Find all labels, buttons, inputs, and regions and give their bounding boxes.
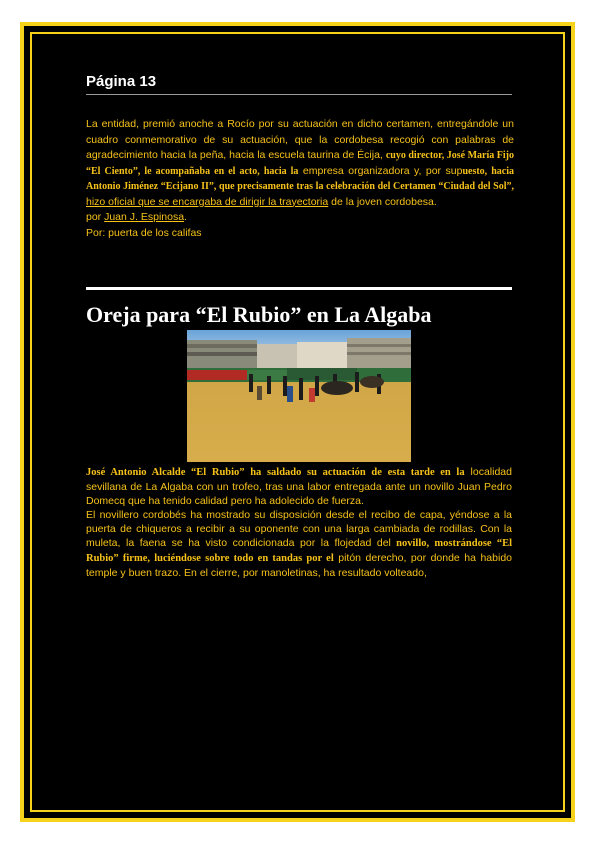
article-el-rubio xyxy=(86,465,512,580)
bullfight-photo xyxy=(187,330,411,462)
bullfight-arena-image xyxy=(187,330,411,462)
header-divider xyxy=(86,94,512,95)
article1-text-b: cuyo director, José María Fijo “El Ciento”, le acompañaba en el acto, hacia la xyxy=(86,150,515,177)
article2-p1-rest: localidad sevillana de La Algaba con un trofeo, tras una labor entregada ante un novillo Juan Pedro Domecq que ha tenido calidad pero ha adolecido de fuerza. xyxy=(86,466,512,507)
section-divider xyxy=(86,287,512,290)
article2-paragraph-1 xyxy=(86,465,512,508)
page-number-label: Página 13 xyxy=(86,73,157,90)
article2-paragraph-2 xyxy=(86,508,512,580)
byline xyxy=(86,210,514,226)
article2-p2-bold: novillo, mostrándose “El Rubio” firme, luciéndose sobre todo en tandas por el xyxy=(86,538,513,564)
article1-text-c: empresa organizadora y, por sup xyxy=(302,164,463,177)
article-rocio xyxy=(86,117,514,241)
trajectory-link[interactable]: hizo oficial que se encargaba de dirigir la trayectoria xyxy=(86,195,329,208)
article1-text-d: uesto, hacia Antonio Jiménez “Ecijano II”, que precisamente tras la celebración del Certamen “Ciudad del Sol”, xyxy=(86,165,515,192)
article1-text-e: de la joven cordobesa. xyxy=(328,195,437,208)
byline-suffix: . xyxy=(184,211,187,223)
byline-prefix: por xyxy=(86,211,105,223)
article1-text-a: La entidad, premió anoche a Rocío por su actuación en dicho certamen, entregándole un cuadro conmemorativo de su actuación, que la cordobesa recogió con palabras de agradecimiento hacia la peña, hacia la escuela taurina de Écija, xyxy=(86,118,514,161)
author-link[interactable]: Juan J. Espinosa xyxy=(104,211,185,223)
article2-p2-b: pitón derecho, por donde ha habido temple y buen trazo. En el cierre, por manoletinas, ha resultado volteado, xyxy=(86,552,513,579)
article2-lead: José Antonio Alcalde “El Rubio” ha saldado su actuación de esta tarde en la xyxy=(86,467,465,478)
article-headline: Oreja para “El Rubio” en La Algaba xyxy=(86,302,432,327)
article2-p2-a: El novillero cordobés ha mostrado su disposición desde el recibo de capa, yéndose a la puerta de chiqueros a recibir a su oponente con una larga cambiada de rodillas. Con la muleta, la faena se ha visto condicionada por la flojedad del xyxy=(86,509,512,549)
source-line: Por: puerta de los califas xyxy=(86,226,202,239)
